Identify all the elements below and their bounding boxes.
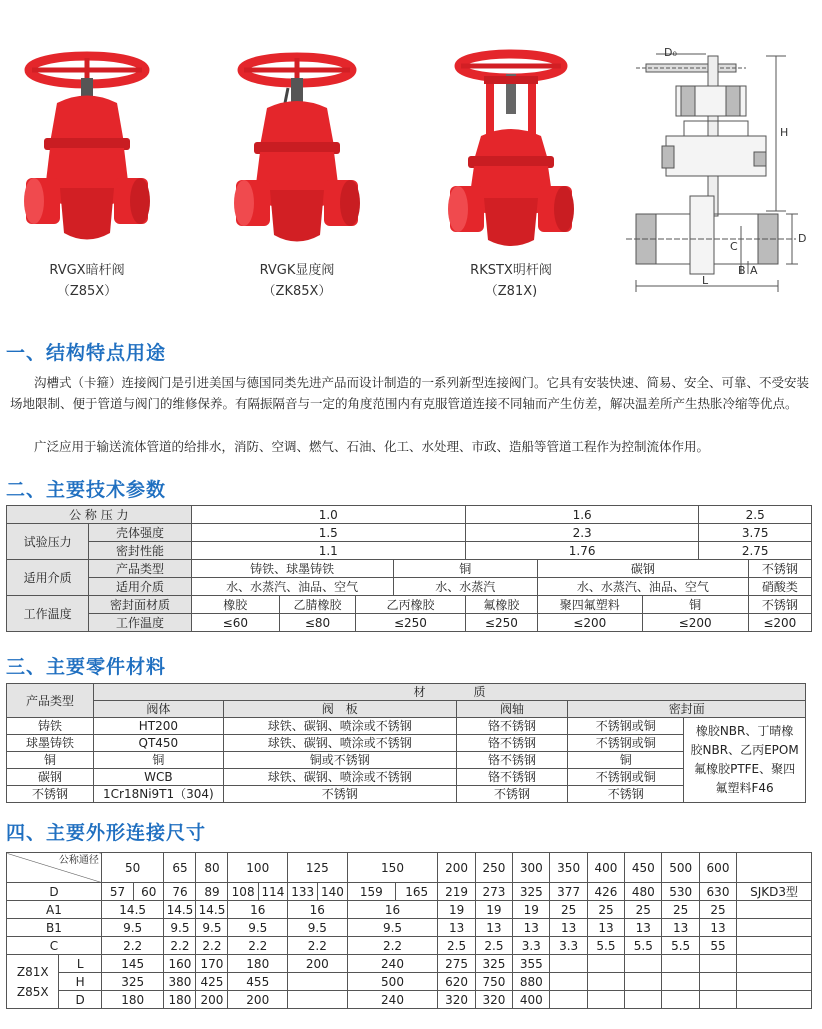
h-cell: 750 [475, 973, 512, 991]
mat-body: WCB [93, 769, 223, 786]
temp-1: ≤60 [191, 614, 279, 632]
shell-3: 3.75 [699, 524, 812, 542]
b1-cell: 13 [550, 919, 587, 937]
model-z81x: Z81X [16, 964, 49, 979]
dn-cell: 150 [347, 853, 438, 883]
dn-cell: 300 [513, 853, 550, 883]
l-blank [625, 955, 662, 973]
l-cell: 355 [513, 955, 550, 973]
d-cell: 377 [550, 883, 587, 901]
b1-cell: 13 [475, 919, 512, 937]
l-label: L [59, 955, 101, 973]
b1-cell: 13 [662, 919, 699, 937]
d-cell: 165 [396, 883, 438, 901]
dn-label: 公称通径 [7, 853, 102, 883]
label-a: A [750, 264, 758, 277]
seal-1: 1.1 [191, 542, 465, 560]
section-2-title: 二、主要技术参数 [6, 479, 167, 501]
table-row [7, 718, 806, 735]
b1-cell: 9.5 [101, 919, 164, 937]
sealmat-label: 密封面材质 [89, 596, 191, 614]
sealmat-4: 氟橡胶 [465, 596, 537, 614]
dd-label: D [59, 991, 101, 1009]
b1-cell: 9.5 [228, 919, 288, 937]
c-blank [737, 937, 812, 955]
temp-6: ≤200 [642, 614, 748, 632]
d-cell: 108 [228, 883, 258, 901]
valve-rvgk [222, 48, 372, 300]
tech-row-shell [7, 524, 812, 542]
mat-col-shaft: 阀轴 [456, 701, 568, 718]
label-b: B [738, 264, 746, 277]
l-blank [662, 955, 699, 973]
mat-type: 碳钢 [7, 769, 94, 786]
label-h: H [780, 126, 789, 139]
valve-rkstx [436, 48, 586, 300]
dd-cell: 320 [475, 991, 512, 1009]
seal-2: 1.76 [465, 542, 699, 560]
mat-body: 1Cr18Ni9T1（304) [93, 786, 223, 803]
dn-cell: 250 [475, 853, 512, 883]
section-1-para-2: 广泛应用于输送流体管道的给排水，消防、空调、燃气、石油、化工、水处理、市政、造船等管道工程作为控制流体作用。 [34, 439, 710, 454]
c-cell: 2.2 [288, 937, 348, 955]
a1-cell: 19 [513, 901, 550, 919]
model-label [7, 955, 59, 1009]
c-cell: 2.2 [347, 937, 438, 955]
test-pressure-label: 试验压力 [7, 524, 89, 560]
valve-rvgx [12, 48, 162, 300]
h-blank [625, 973, 662, 991]
ptype-1: 铸铁、球墨铸铁 [191, 560, 393, 578]
worktemp-label: 工作温度 [89, 614, 191, 632]
media-label: 适用介质 [89, 578, 191, 596]
b1-cell: 9.5 [347, 919, 438, 937]
dn-blank [737, 853, 812, 883]
dn-cell: 65 [164, 853, 196, 883]
b1-cell: 13 [438, 919, 475, 937]
valve-rvgk-image [222, 48, 372, 258]
h-blank [587, 973, 624, 991]
sealmat-6: 铜 [642, 596, 748, 614]
mat-plate: 不锈钢 [223, 786, 456, 803]
section-1-para-1: 沟槽式（卡箍）连接阀门是引进美国与德国同类先进产品而设计制造的一系列新型连接阀门。它具有安装快速、简易、安全、可靠、不受安装场地限制、便于管道与阀门的维修保养。有隔振隔音与一定的角度范围内有克服管道连接不同轴而产生仿差，解决温差所产生热胀冷缩等优点。 [10, 375, 810, 411]
c-cell: 2.2 [101, 937, 164, 955]
d-cell: 426 [587, 883, 624, 901]
dn-cell: 350 [550, 853, 587, 883]
b1-cell: 13 [699, 919, 736, 937]
label-c: C [730, 240, 738, 253]
dim-row-a1 [7, 901, 812, 919]
h-cell: 500 [347, 973, 438, 991]
pressure-3: 2.5 [699, 506, 812, 524]
mat-body: 铜 [93, 752, 223, 769]
a1-blank [737, 901, 812, 919]
l-blank [550, 955, 587, 973]
sealmat-1: 橡胶 [191, 596, 279, 614]
a1-cell: 19 [475, 901, 512, 919]
rubber-line-2: 胶NBR、乙丙EPOM [690, 743, 799, 757]
tech-row-seal [7, 542, 812, 560]
mat-seal: 不锈钢或铜 [568, 718, 684, 735]
temp-7: ≤200 [748, 614, 811, 632]
mat-col-body: 阀体 [93, 701, 223, 718]
mat-plate: 球铁、碳钢、喷涂或不锈钢 [223, 769, 456, 786]
valve-rkstx-image [436, 48, 586, 258]
l-blank [699, 955, 736, 973]
a1-cell: 16 [228, 901, 288, 919]
h-cell: 620 [438, 973, 475, 991]
materials-table [6, 683, 806, 803]
c-cell: 2.2 [164, 937, 196, 955]
d-note: SJKD3型 [737, 883, 812, 901]
seal-label: 密封性能 [89, 542, 191, 560]
temp-2: ≤80 [279, 614, 355, 632]
dim-row-dd [7, 991, 812, 1009]
dn-cell: 80 [196, 853, 228, 883]
tech-params-table [6, 505, 812, 632]
dd-blank [587, 991, 624, 1009]
section-4-title: 四、主要外形连接尺寸 [6, 822, 207, 844]
dn-cell: 500 [662, 853, 699, 883]
d-cell: 89 [196, 883, 228, 901]
dd-cell: 320 [438, 991, 475, 1009]
d-cell: 630 [699, 883, 736, 901]
c-cell: 2.5 [438, 937, 475, 955]
l-blank [737, 955, 812, 973]
a1-cell: 25 [662, 901, 699, 919]
mat-seal: 不锈钢或铜 [568, 769, 684, 786]
b1-label: B1 [7, 919, 102, 937]
dd-blank [625, 991, 662, 1009]
dn-cell: 400 [587, 853, 624, 883]
a1-cell: 25 [699, 901, 736, 919]
l-cell: 325 [475, 955, 512, 973]
l-cell: 145 [101, 955, 164, 973]
c-cell: 55 [699, 937, 736, 955]
b1-blank [737, 919, 812, 937]
d-cell: 133 [288, 883, 318, 901]
mat-material-label: 材 质 [93, 684, 805, 701]
ptype-4: 不锈钢 [748, 560, 811, 578]
a1-cell: 16 [288, 901, 348, 919]
d-cell: 140 [318, 883, 347, 901]
l-cell: 240 [347, 955, 438, 973]
tech-row-worktemp [7, 614, 812, 632]
h-cell: 425 [196, 973, 228, 991]
dd-cell: 200 [228, 991, 288, 1009]
mat-type: 铜 [7, 752, 94, 769]
label-d: D [798, 232, 807, 245]
mat-body: QT450 [93, 735, 223, 752]
a1-cell: 25 [550, 901, 587, 919]
a1-cell: 19 [438, 901, 475, 919]
h-blank [737, 973, 812, 991]
a1-cell: 16 [347, 901, 438, 919]
mat-plate: 球铁、碳钢、喷涂或不锈钢 [223, 735, 456, 752]
d-cell: 219 [438, 883, 475, 901]
c-cell: 3.3 [513, 937, 550, 955]
d-cell: 76 [164, 883, 196, 901]
d-label: D [7, 883, 102, 901]
l-blank [587, 955, 624, 973]
pressure-1: 1.0 [191, 506, 465, 524]
h-cell [288, 973, 348, 991]
valve-rvgx-image [12, 48, 162, 258]
pressure-label: 公 称 压 力 [7, 506, 192, 524]
tech-row-ptype [7, 560, 812, 578]
c-cell: 2.2 [228, 937, 288, 955]
mat-type: 铸铁 [7, 718, 94, 735]
seal-3: 2.75 [699, 542, 812, 560]
dd-cell: 180 [164, 991, 196, 1009]
h-cell: 455 [228, 973, 288, 991]
dd-blank [699, 991, 736, 1009]
dim-row-c [7, 937, 812, 955]
h-blank [699, 973, 736, 991]
c-cell: 3.3 [550, 937, 587, 955]
l-cell: 200 [288, 955, 348, 973]
b1-cell: 9.5 [164, 919, 196, 937]
valve-rkstx-code: （Z81X) [484, 284, 538, 299]
label-l: L [702, 274, 709, 287]
mat-header-2 [7, 701, 806, 718]
h-blank [662, 973, 699, 991]
b1-cell: 9.5 [196, 919, 228, 937]
temp-label: 工作温度 [7, 596, 89, 632]
a1-cell: 14.5 [196, 901, 228, 919]
b1-cell: 13 [513, 919, 550, 937]
a1-cell: 25 [625, 901, 662, 919]
dn-cell: 200 [438, 853, 475, 883]
mat-plate: 球铁、碳钢、喷涂或不锈钢 [223, 718, 456, 735]
d-cell: 325 [513, 883, 550, 901]
sealmat-5: 聚四氟塑料 [537, 596, 642, 614]
c-cell: 2.5 [475, 937, 512, 955]
c-cell: 5.5 [662, 937, 699, 955]
d-cell: 159 [347, 883, 395, 901]
dd-cell [288, 991, 348, 1009]
l-cell: 180 [228, 955, 288, 973]
h-blank [550, 973, 587, 991]
mat-shaft: 铬不锈钢 [456, 752, 568, 769]
b1-cell: 9.5 [288, 919, 348, 937]
media-2: 水、水蒸汽 [393, 578, 537, 596]
l-cell: 160 [164, 955, 196, 973]
mat-body: HT200 [93, 718, 223, 735]
section-1-title: 一、结构特点用途 [6, 342, 167, 364]
mat-col-seal: 密封面 [568, 701, 806, 718]
tech-row-pressure [7, 506, 812, 524]
a1-cell: 25 [587, 901, 624, 919]
mat-seal: 铜 [568, 752, 684, 769]
dim-row-h [7, 973, 812, 991]
c-cell: 5.5 [587, 937, 624, 955]
dim-row-b1 [7, 919, 812, 937]
dd-blank [737, 991, 812, 1009]
h-cell: 380 [164, 973, 196, 991]
a1-label: A1 [7, 901, 102, 919]
shell-label: 壳体强度 [89, 524, 191, 542]
dn-cell: 100 [228, 853, 288, 883]
valve-rkstx-name: RKSTX明杆阀 [470, 263, 552, 278]
l-cell: 275 [438, 955, 475, 973]
mat-plate: 铜或不锈钢 [223, 752, 456, 769]
temp-3: ≤250 [356, 614, 466, 632]
mat-type: 球墨铸铁 [7, 735, 94, 752]
dd-cell: 240 [347, 991, 438, 1009]
sealmat-2: 乙腈橡胶 [279, 596, 355, 614]
model-z85x: Z85X [16, 984, 49, 999]
tech-row-media [7, 578, 812, 596]
dim-row-l [7, 955, 812, 973]
temp-5: ≤200 [537, 614, 642, 632]
ptype-2: 铜 [393, 560, 537, 578]
h-label: H [59, 973, 101, 991]
dn-cell: 50 [101, 853, 164, 883]
sealmat-7: 不锈钢 [748, 596, 811, 614]
mat-type: 不锈钢 [7, 786, 94, 803]
shell-2: 2.3 [465, 524, 699, 542]
d-cell: 530 [662, 883, 699, 901]
mat-shaft: 铬不锈钢 [456, 769, 568, 786]
media-3: 水、水蒸汽、油品、空气 [537, 578, 748, 596]
valve-rvgx-name: RVGX暗杆阀 [49, 263, 125, 278]
media-1: 水、水蒸汽、油品、空气 [191, 578, 393, 596]
temp-4: ≤250 [465, 614, 537, 632]
dim-row-dn [7, 853, 812, 883]
label-d0: D₀ [664, 46, 677, 59]
dd-cell: 200 [196, 991, 228, 1009]
dn-cell: 600 [699, 853, 736, 883]
dn-cell: 125 [288, 853, 348, 883]
ptype-label: 产品类型 [89, 560, 191, 578]
dim-row-d [7, 883, 812, 901]
b1-cell: 13 [625, 919, 662, 937]
mat-seal: 不锈钢 [568, 786, 684, 803]
d-cell: 57 [101, 883, 133, 901]
dd-cell: 180 [101, 991, 164, 1009]
dd-blank [662, 991, 699, 1009]
rubber-line-4: 氟塑料F46 [715, 781, 774, 795]
shell-1: 1.5 [191, 524, 465, 542]
c-cell: 2.2 [196, 937, 228, 955]
d-cell: 273 [475, 883, 512, 901]
media-4: 硝酸类 [748, 578, 811, 596]
rubber-line-3: 氟橡胶PTFE、聚四 [694, 762, 796, 776]
dd-blank [550, 991, 587, 1009]
h-cell: 880 [513, 973, 550, 991]
sealmat-3: 乙丙橡胶 [356, 596, 466, 614]
ptype-3: 碳钢 [537, 560, 748, 578]
tech-row-sealmat [7, 596, 812, 614]
a1-cell: 14.5 [164, 901, 196, 919]
mat-seal: 不锈钢或铜 [568, 735, 684, 752]
h-cell: 325 [101, 973, 164, 991]
c-cell: 5.5 [625, 937, 662, 955]
dimensions-table [6, 852, 812, 1009]
dd-cell: 400 [513, 991, 550, 1009]
mat-shaft: 铬不锈钢 [456, 718, 568, 735]
b1-cell: 13 [587, 919, 624, 937]
rubber-seal-note [684, 718, 806, 803]
mat-shaft: 铬不锈钢 [456, 735, 568, 752]
dimension-drawing [626, 46, 812, 296]
a1-cell: 14.5 [101, 901, 164, 919]
d-cell: 60 [134, 883, 164, 901]
mat-header-1 [7, 684, 806, 701]
dn-cell: 450 [625, 853, 662, 883]
rubber-line-1: 橡胶NBR、丁晴橡 [695, 724, 794, 738]
section-3-title: 三、主要零件材料 [6, 656, 167, 678]
d-cell: 114 [258, 883, 287, 901]
mat-ptype-label: 产品类型 [7, 684, 94, 718]
d-cell: 480 [625, 883, 662, 901]
valve-rvgx-code: （Z85X） [56, 284, 118, 299]
mat-col-plate: 阀 板 [223, 701, 456, 718]
valve-rvgk-code: （ZK85X） [262, 284, 332, 299]
pressure-2: 1.6 [465, 506, 699, 524]
mat-shaft: 不锈钢 [456, 786, 568, 803]
dimension-diagram [626, 46, 812, 296]
c-label: C [7, 937, 102, 955]
l-cell: 170 [196, 955, 228, 973]
valve-rvgk-name: RVGK显度阀 [259, 263, 335, 278]
medium-label: 适用介质 [7, 560, 89, 596]
